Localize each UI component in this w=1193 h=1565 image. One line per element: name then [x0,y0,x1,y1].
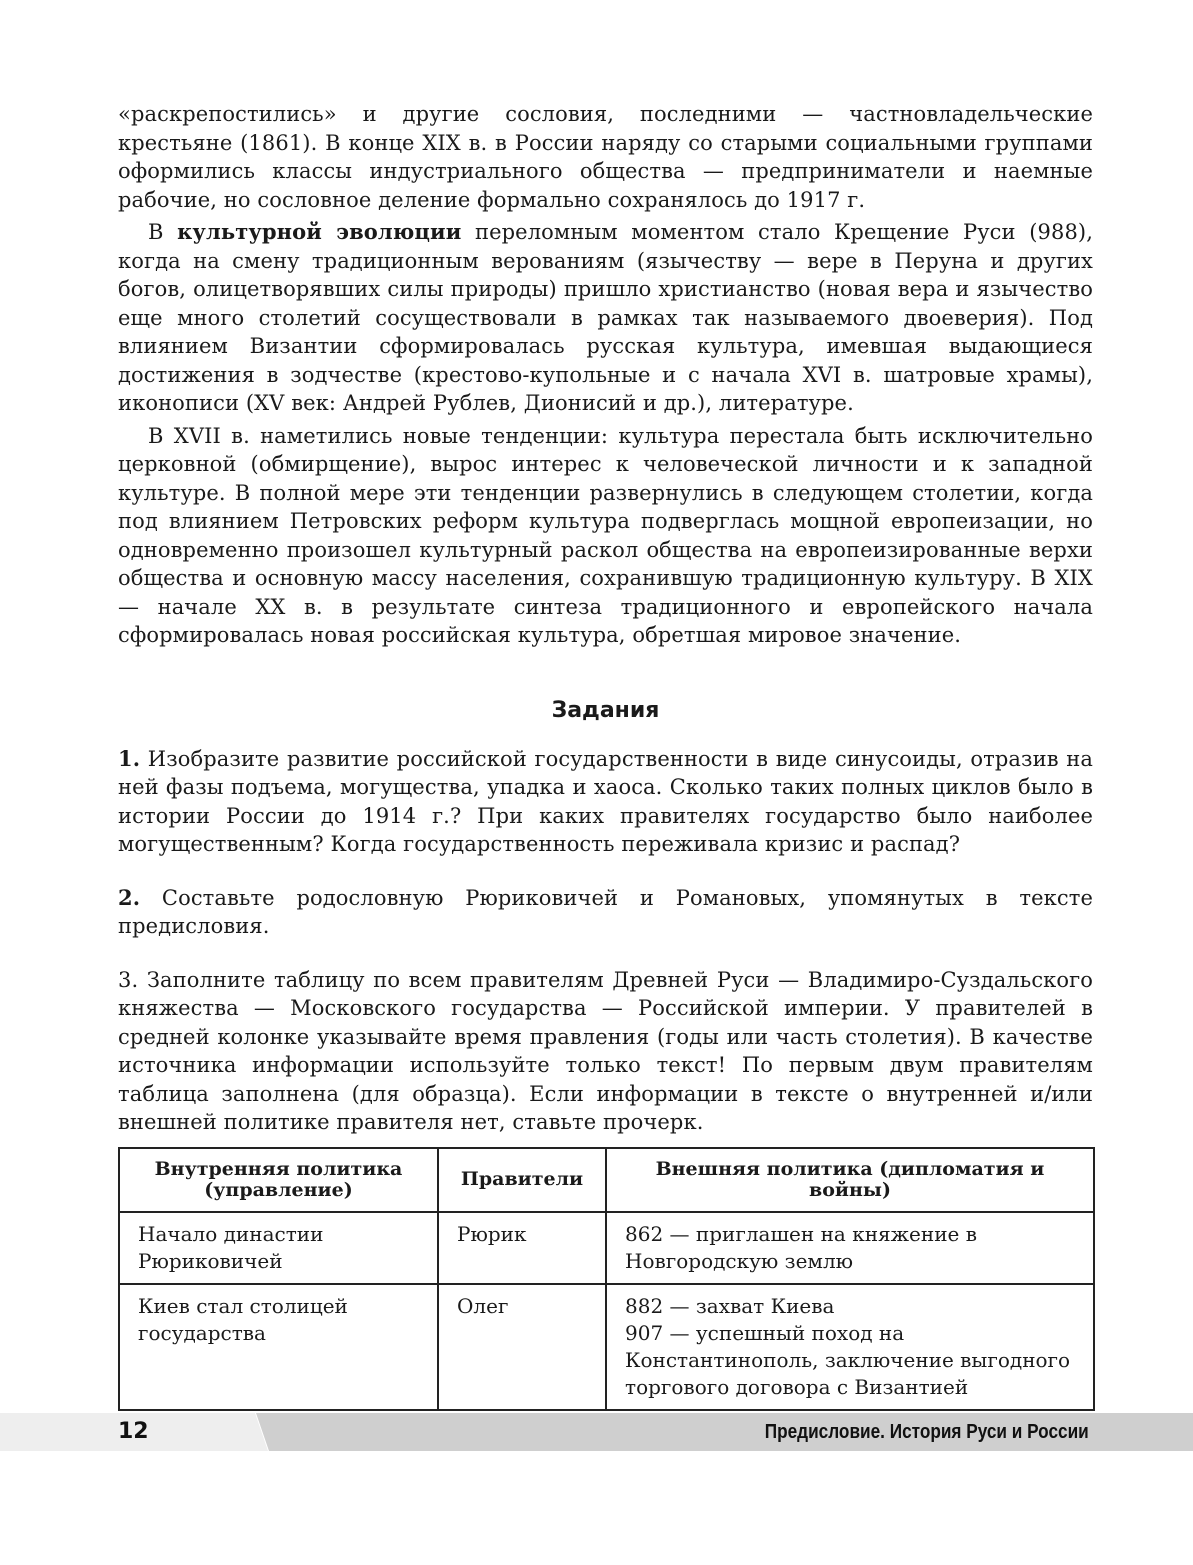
table-header-row [119,1148,1094,1212]
table-row [119,1284,1094,1410]
task-1 [118,745,1093,859]
cell-external-line: 907 — успешный поход на Константинополь, заключение выгодного торгового договора с Византией [625,1320,1071,1399]
cell-internal: Киев стал столицей государства [119,1284,438,1410]
task-3-number: 3. [118,967,139,992]
paragraph-2-bold-term: культурной эволюции [177,219,462,244]
task-2-text: Составьте родословную Рюриковичей и Романовых, упомянутых в тексте предисловия. [118,885,1093,938]
cell-internal: Начало династии Рюриковичей [119,1212,438,1284]
table-row [119,1212,1094,1284]
page-content [118,100,1093,1411]
header-external-policy: Внешняя политика (дипломатия и войны) [606,1148,1094,1212]
header-rulers: Правители [438,1148,606,1212]
cell-external [606,1284,1094,1410]
cell-external [606,1212,1094,1284]
task-2-number: 2. [118,884,141,910]
paragraph-2 [118,218,1093,418]
task-1-text: Изобразите развитие российской государственности в виде синусоиды, отразив на ней фазы подъема, могущества, упадка и хаоса. Сколько таких полных циклов было в истории России до 1914 г.? При каких правителях государство было наиболее могущественным? Когда государственность переживала кризис и распад? [118,746,1093,856]
page-footer [0,1413,1193,1451]
cell-external-line: 862 — приглашен на княжение в Новгородскую землю [625,1221,977,1273]
section-heading: Задания [551,697,660,723]
task-2 [118,884,1093,941]
task-1-number: 1. [118,745,141,771]
paragraph-2-post: переломным моментом стало Крещение Руси (988), когда на смену традиционным верованиям (язычеству — вере в Перуна и других богов, олицетворявших силы природы) пришло христианство (новая вера и язычество еще много столетий сосуществовали в рамках так называемого двоеверия). Под влиянием Византии сформировалась русская культура, имевшая выдающиеся достижения в зодчестве (крестово-купольные и с начала XVI в. шатровые храмы), иконописи (XV век: Андрей Рублев, Дионисий и др.), литературе. [118,220,1093,415]
running-title: Предисловие. История Руси и России [765,1421,1089,1443]
task-3 [118,966,1093,1137]
cell-external-line: 882 — захват Киева [625,1293,835,1318]
paragraph-1: «раскрепостились» и другие сословия, последними — частновладельческие крестьяне (1861). В конце XIX в. в России наряду со старыми социальными группами оформились классы индустриального общества — предприниматели и наемные рабочие, но сословное деление формально сохранялось до 1917 г. [118,102,1093,212]
paragraph-3: В XVII в. наметились новые тенденции: культура перестала быть исключительно церковной (обмирщение), вырос интерес к человеческой личности и к западной культуре. В полной мере эти тенденции развернулись в следующем столетии, когда под влиянием Петровских реформ культура подверглась мощной европеизации, но одновременно произошел культурный раскол общества на европеизированные верхи общества и основную массу населения, сохранившую традиционную культуру. В XIX — начале XX в. в результате синтеза традиционного и европейского начала сформировалась новая российская культура, обретшая мировое значение. [118,423,1093,647]
rulers-table [118,1147,1095,1411]
paragraph-2-pre: В [148,220,178,244]
task-3-text: Заполните таблицу по всем правителям Древней Руси — Владимиро-Суздальского княжества — Московского государства — Российской империи. У правителей в средней колонке указывайте время правления (годы или часть столетия). В качестве источника информации используйте только текст! По первым двум правителям таблица заполнена (для образца). Если информации в тексте о внутренней и/или внешней политике правителя нет, ставьте прочерк. [118,967,1093,1134]
cell-ruler: Рюрик [438,1212,606,1284]
page-number: 12 [118,1419,149,1444]
header-internal-policy: Внутренняя политика (управление) [119,1148,438,1212]
cell-ruler: Олег [438,1284,606,1410]
